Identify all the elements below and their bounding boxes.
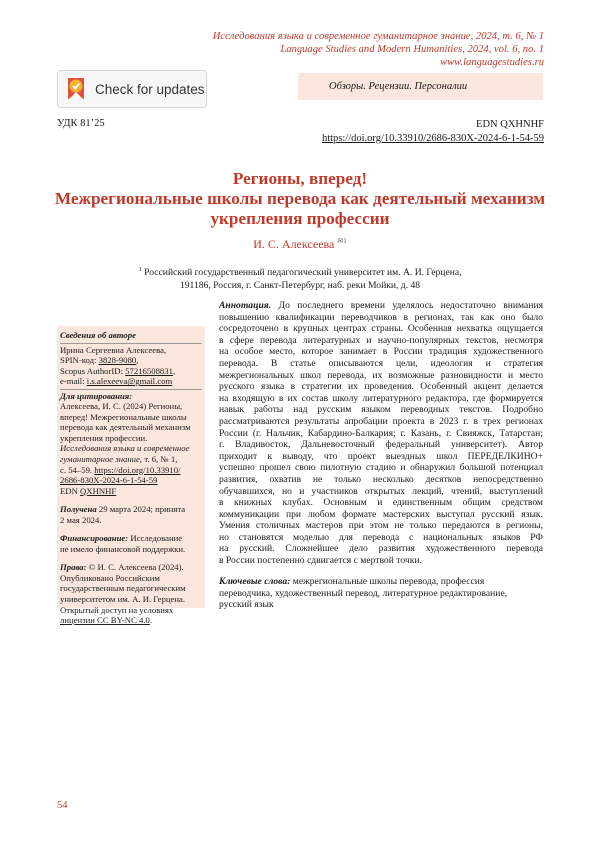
check-for-updates-badge[interactable] xyxy=(57,70,207,108)
funding-text: не имело финансовой поддержки. xyxy=(60,543,186,554)
rights-text: университетом им. А. И. Герцена. xyxy=(60,594,186,605)
article-title xyxy=(50,169,550,229)
check-for-updates-label: Check for updates xyxy=(95,81,205,97)
keywords-line: межрегиональные школы перевода, профессия xyxy=(290,576,485,587)
abstract-line: развития, охватив не только несколько десятков непосредственно xyxy=(219,473,543,485)
citation-doi-link[interactable]: https://doi.org/10.33910/ xyxy=(94,464,181,475)
funding-text: Исследование xyxy=(128,533,183,544)
abstract-line: рассматриваются результаты апробации проекта в 2023 г. в трех регионах xyxy=(219,415,543,427)
affiliation-marker: 1 xyxy=(138,266,142,273)
abstract-line: повышению квалификации переводчиков в регионах, так как оно было xyxy=(219,311,543,323)
abstract-line: в книжных клубах. Основным и единственным общим средством xyxy=(219,497,543,509)
journal-line-ru: Исследования языка и современное гуманитарное знание, 2024, т. 6, № 1 xyxy=(212,31,544,42)
abstract-line: г. Владивосток, Дальневосточный федеральный университет). Автор xyxy=(219,439,543,451)
doi-link[interactable]: https://doi.org/10.33910/2686-830X-2024-6-1-54-59 xyxy=(321,133,544,144)
citation-line: перевода как деятельный механизм xyxy=(60,422,191,433)
rights-label: Права: xyxy=(60,562,87,573)
citation-pages: с. 54–59. xyxy=(60,464,95,475)
citation-doi-link[interactable]: 2686-830X-2024-6-1-54-59 xyxy=(60,475,158,486)
citation-line: вперед! Межрегиональные школы xyxy=(60,411,187,422)
abstract-line xyxy=(219,300,543,312)
author-marks: ✉1 xyxy=(337,237,347,245)
funding-label: Финансирование: xyxy=(60,533,129,544)
abstract-line: обучавшихся, но и участников открытых лекций, чтений, выступлений xyxy=(219,485,543,497)
article-info-sidebar: Сведения об авторе Ирина Сергеевна Алексеева, SPIN-код: 3828-9080, Scopus AuthorID: 57216508831, e-mail: i.s.alexeeva@gmail.com Для цитирования: Алексеева, И. С. (2024) Регионы, вперед! Межрегиональные школы перевода как деятельный механизм укрепления профессии. Исследования языка и современное гуманитарное знание, т. 6, № 1, с. 54–59. https://doi.org/10.33910/ 2686-830X-2024-6-1-54-59 EDN QXHNHF Получена 29 марта 2024; принята 2 мая 2024. Финансирование: Исследование не имело финансовой поддержки. Права: © И. С. Алексеева (2024). Опубликовано Российским государственным педагогическим университетом им. А. И. Герцена. Открытый доступ на условиях лицензии CC BY-NC 4.0. xyxy=(57,326,205,608)
author-line xyxy=(0,237,600,252)
spin-link[interactable]: 3828-9080 xyxy=(98,355,137,366)
keywords-line: русский язык xyxy=(219,599,274,611)
abstract-line: межрегиональных школ перевода, их возможные разновидности и место xyxy=(219,369,543,381)
title-line-1: Регионы, вперед! xyxy=(232,169,368,188)
affiliation-line-1: Российский государственный педагогический университет им. А. И. Герцена, xyxy=(144,267,462,279)
about-author-heading: Сведения об авторе xyxy=(60,330,136,340)
title-line-3: укрепления профессии xyxy=(210,209,390,228)
citation-journal: гуманитарное знание xyxy=(60,454,140,465)
crossmark-icon xyxy=(64,76,88,102)
abstract-line: России (г. Нальчик, Кабардино-Балкария; г. Казань, г. Свияжск, Татарстан; xyxy=(219,427,543,439)
page-number: 54 xyxy=(57,800,68,811)
abstract-line: на русский. Сложнейшее дело развития художественного перевода xyxy=(219,543,543,555)
section-label: Обзоры. Рецензии. Персоналии xyxy=(298,73,543,100)
identifiers xyxy=(322,118,544,146)
citation-line: укрепления профессии. xyxy=(60,432,148,443)
abstract-line: коммуникации при любом формате мастерских выступал русский язык. xyxy=(219,508,543,520)
citation-edn-link[interactable]: QXHNHF xyxy=(80,485,117,496)
abstract-line: сосредоточено в крупных центрах страны. Особенная нехватка ощущается xyxy=(219,323,543,335)
sidebar-divider xyxy=(60,343,202,344)
license-link[interactable]: лицензии CC BY-NC 4.0 xyxy=(60,615,150,626)
abstract-line: перевода. В статье описываются цели, идеология и стратегия xyxy=(219,357,543,369)
citation-edn-label: EDN xyxy=(60,485,81,496)
edn-code: EDN QXHNHF xyxy=(476,119,544,130)
received-dates: 2 мая 2024. xyxy=(60,514,102,525)
sidebar-divider xyxy=(60,389,202,390)
email-link[interactable]: i.s.alexeeva@gmail.com xyxy=(86,376,173,387)
rights-text: государственным педагогическим xyxy=(60,583,186,594)
abstract xyxy=(219,300,543,567)
received-dates: 29 марта 2024; принята xyxy=(96,504,186,515)
email-label: e-mail: xyxy=(60,376,87,387)
rights-period: . xyxy=(149,615,153,626)
abstract-line: навык работы над русским языком переводных текстов. Подробно xyxy=(219,404,543,416)
rights-text: Открытый доступ на условиях xyxy=(60,604,174,615)
keywords xyxy=(219,576,543,611)
sidebar-author-name: Ирина Сергеевна Алексеева, xyxy=(60,344,167,355)
journal-header xyxy=(213,30,544,69)
scopus-link[interactable]: 57216508831 xyxy=(125,365,173,376)
journal-website: www.languagestudies.ru xyxy=(440,57,544,68)
author-name[interactable]: И. С. Алексеева xyxy=(253,237,335,251)
title-line-2: Межрегиональные школы перевода как деятельный механизм xyxy=(54,189,546,208)
abstract-line: на входящую в их состав школу литературного редактора, где формируется xyxy=(219,392,543,404)
abstract-line: в сфере перевода литературных и научно-популярных текстов, несмотря xyxy=(219,334,543,346)
abstract-line: но становятся моделью для перевода с национальных языков РФ xyxy=(219,531,543,543)
abstract-line: Умения столичных мастеров при этом не только передаются в регионы, xyxy=(219,520,543,532)
abstract-line: успешно прошел свою пилотную стадию и обнаружил большой потенциал xyxy=(219,462,543,474)
citation-volume: , т. 6, № 1, xyxy=(139,454,178,465)
abstract-label: Аннотация. xyxy=(219,300,272,311)
journal-line-en: Language Studies and Modern Humanities, 2024, vol. 6, no. 1 xyxy=(280,44,544,55)
spin-label: SPIN-код: xyxy=(60,355,99,366)
scopus-label: Scopus AuthorID: xyxy=(60,365,126,376)
keywords-label: Ключевые слова: xyxy=(219,576,291,587)
citation-journal: Исследования языка и современное xyxy=(60,443,190,454)
citation-heading: Для цитирования: xyxy=(60,390,133,401)
affiliation xyxy=(90,264,510,292)
abstract-line: русского языка в стратегии их проведения. Особенный акцент делается xyxy=(219,381,543,393)
udk-code: УДК 81’25 xyxy=(57,118,105,129)
abstract-line: на особое место, которое занимает в России традиция художественного xyxy=(219,346,543,358)
keywords-line: переводчика, художественный перевод, литературное редактирование, xyxy=(219,587,508,599)
rights-text: Опубликовано Российским xyxy=(60,572,160,583)
citation-line: Алексеева, И. С. (2024) Регионы, xyxy=(60,401,183,412)
affiliation-line-2: 191186, Россия, г. Санкт-Петербург, наб. реки Мойки, д. 48 xyxy=(179,279,421,291)
received-label: Получена xyxy=(60,504,97,515)
rights-text: © И. С. Алексеева (2024). xyxy=(86,562,184,573)
abstract-line: в России постепенно сдвигается с мертвой точки. xyxy=(219,555,422,567)
abstract-line: приходит к выводу, что проект выездных школ ПЕРЕДЕЛКИНО+ xyxy=(219,450,543,462)
abstract-text: До последнего времени уделялось недостаточно внимания xyxy=(271,300,543,311)
